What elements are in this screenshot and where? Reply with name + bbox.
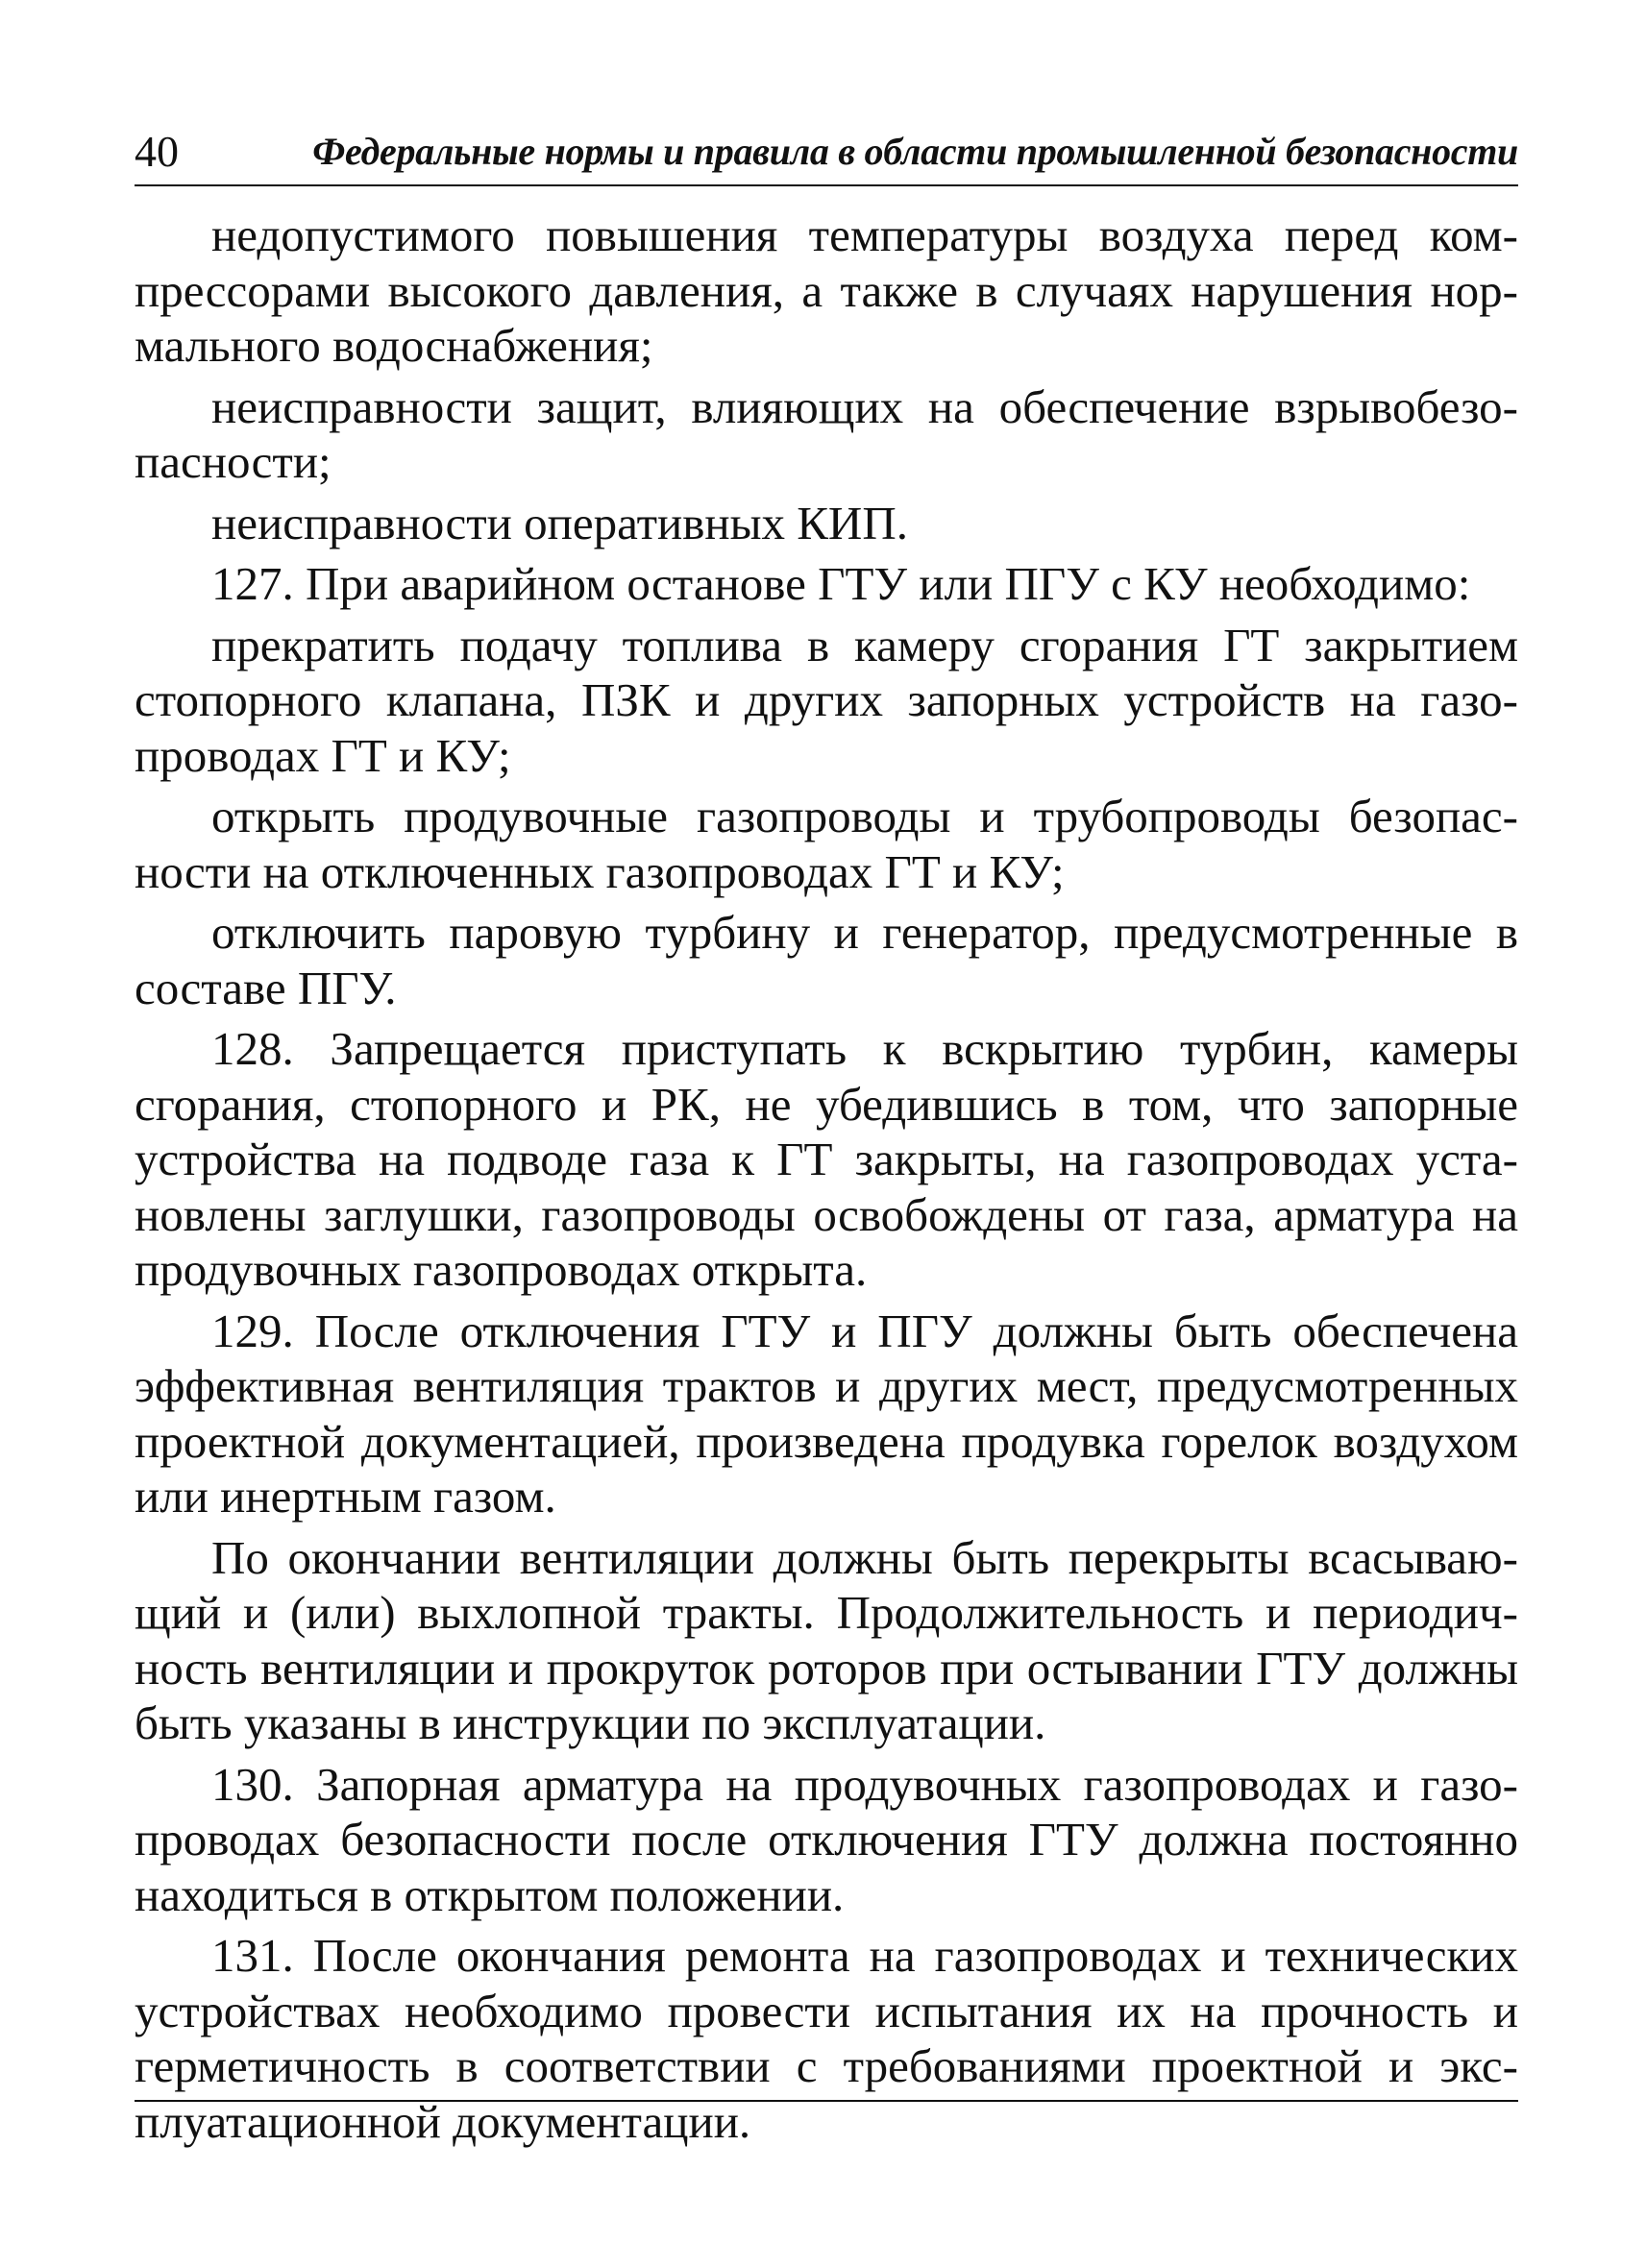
paragraph: отключить паровую турбину и генератор, предусмотренные в составе ПГУ.: [135, 906, 1518, 1014]
paragraph: неисправности защит, влияющих на обеспечение взрывобезопасности;: [135, 379, 1518, 488]
paragraph: недопустимого повышения температуры воздуха перед компрессорами высокого давления, а также в случаях нарушения нормального водоснабжения;: [135, 208, 1518, 372]
page-header: [135, 125, 1518, 186]
running-title: Федеральные нормы и правила в области промышленной безопасности: [312, 130, 1518, 173]
paragraph: 131. После окончания ремонта на газопроводах и технических устройствах необходимо провести испытания их на прочность и герметичность в соответствии с требованиями проектной и эксплуатационной документации.: [135, 1929, 1518, 2148]
paragraph: По окончании вентиляции должны быть перекрыты всасывающий и (или) выхлопной тракты. Продолжительность и периодичность вентиляции и прокруток роторов при остывании ГТУ должны быть указаны в инструкции по эксплуатации.: [135, 1530, 1518, 1749]
paragraph: 127. При аварийном останове ГТУ или ПГУ с КУ необходимо:: [211, 557, 1471, 610]
paragraph: 130. Запорная арматура на продувочных газопроводах и газопроводах безопасности после отключения ГТУ должна постоянно находиться в открытом положении.: [135, 1757, 1518, 1921]
paragraph: открыть продувочные газопроводы и трубопроводы безопасности на отключенных газопроводах ГТ и КУ;: [135, 790, 1518, 898]
paragraph: неисправности оперативных КИП.: [211, 496, 908, 549]
paragraph: прекратить подачу топлива в камеру сгорания ГТ закрытием стопорного клапана, ПЗК и других запорных устройств на газопроводах ГТ и КУ;: [135, 618, 1518, 782]
document-page: [135, 125, 1518, 2155]
paragraph: 129. После отключения ГТУ и ПГУ должны быть обеспечена эффективная вентиляция трактов и других мест, предусмотренных проектной документацией, произведена продувка горелок воздухом или инертным газом.: [135, 1304, 1518, 1523]
page-number: 40: [135, 127, 179, 176]
paragraph: 128. Запрещается приступать к вскрытию турбин, камеры сгорания, стопорного и РК, не убедившись в том, что запорные устройства на подводе газа к ГТ закрыты, на газопроводах установлены заглушки, газопроводы освобождены от газа, арматура на продувочных газопроводах открыта.: [135, 1022, 1518, 1296]
body-text: [135, 207, 1518, 2149]
footer-rule: [135, 2100, 1518, 2102]
